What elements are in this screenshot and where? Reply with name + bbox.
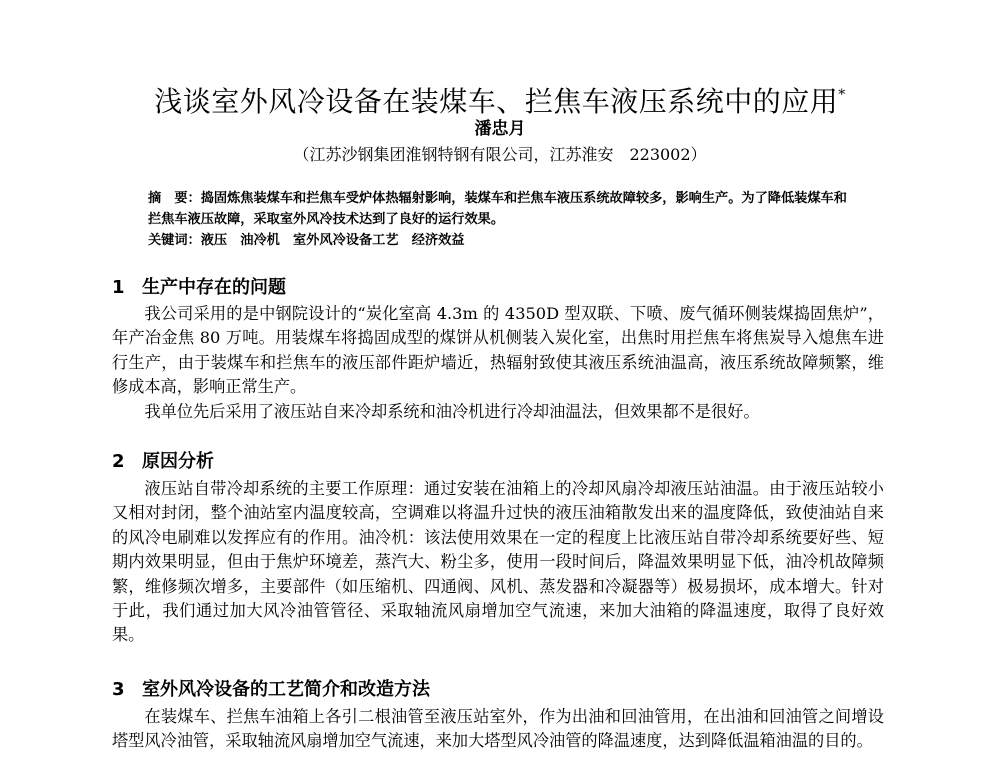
abstract-text: 捣固炼焦装煤车和拦焦车受炉体热辐射影响，装煤车和拦焦车液压系统故障较多，影响生产。为了降低装煤车和拦焦车液压故障，采取室外风冷技术达到了良好的运行效果。	[148, 191, 847, 227]
body-paragraph: 我公司采用的是中钢院设计的“炭化室高 4.3m 的 4350D 型双联、下喷、废气循环侧装煤捣固焦炉”，年产冶金焦 80 万吨。用装煤车将捣固成型的煤饼从机侧装入炭化室，出焦时用拦焦车将焦炭导入熄焦车进行生产，由于装煤车和拦焦车的液压部件距炉墙近，热辐射致使其液压系统油温高，液压系统故障频繁，维修成本高，影响正常生产。	[112, 304, 884, 397]
paper-title	[0, 76, 1000, 121]
title-footnote-mark: *	[838, 87, 846, 103]
body-paragraph: 在装煤车、拦焦车油箱上各引二根油管至液压站室外，作为出油和回油管用，在出油和回油管之间增设塔型风冷油管，采取轴流风扇增加空气流速，来加大塔型风冷油管的降温速度，达到降低温箱油温的目的。	[112, 707, 884, 751]
section-number: 2	[112, 451, 125, 472]
body-paragraph: 我单位先后采用了液压站自来冷却系统和油冷机进行冷却油温法，但效果都不是很好。	[144, 401, 760, 421]
section-heading-2	[112, 450, 892, 474]
section-title: 原因分析	[142, 451, 214, 472]
section-body-2	[112, 477, 884, 648]
keywords-text: 液压 油冷机 室外风冷设备工艺 经济效益	[200, 233, 465, 248]
author-name: 潘忠月	[474, 119, 526, 139]
abstract-label: 摘 要：	[148, 191, 201, 206]
keywords-label: 关键词：	[148, 233, 201, 248]
section-heading-3	[112, 678, 892, 702]
abstract-paragraph	[148, 188, 848, 230]
section-body-3	[112, 705, 884, 754]
section-heading-1	[112, 276, 892, 300]
section-number: 3	[112, 679, 125, 700]
body-paragraph: 液压站自带冷却系统的主要工作原理：通过安装在油箱上的冷却风扇冷却液压站油温。由于液压站较小又相对封闭，整个油站室内温度较高，空调难以将温升过快的液压油箱散发出来的温度降低，致使油站自来的风冷电刷难以发挥应有的作用。油冷机：该法使用效果在一定的程度上比液压站自带冷却系统要好些、短期内效果明显，但由于焦炉环境差，蒸汽大、粉尘多，使用一段时间后，降温效果明显下低，油冷机故障频繁，维修频次增多，主要部件（如压缩机、四通阀、风机、蒸发器和冷凝器等）极易损坏，成本增大。针对于此，我们通过加大风冷油管管径、采取轴流风扇增加空气流速，来加大油箱的降温速度，取得了良好效果。	[112, 479, 884, 645]
section-body-1	[112, 302, 884, 424]
keywords-paragraph	[148, 230, 848, 251]
author-affiliation: （江苏沙钢集团淮钢特钢有限公司，江苏淮安 223002）	[293, 145, 707, 164]
section-title: 生产中存在的问题	[142, 277, 286, 298]
section-title: 室外风冷设备的工艺简介和改造方法	[142, 679, 430, 700]
section-number: 1	[112, 277, 125, 298]
paper-title-text: 浅谈室外风冷设备在装煤车、拦焦车液压系统中的应用	[154, 85, 839, 118]
abstract-block	[148, 188, 848, 251]
